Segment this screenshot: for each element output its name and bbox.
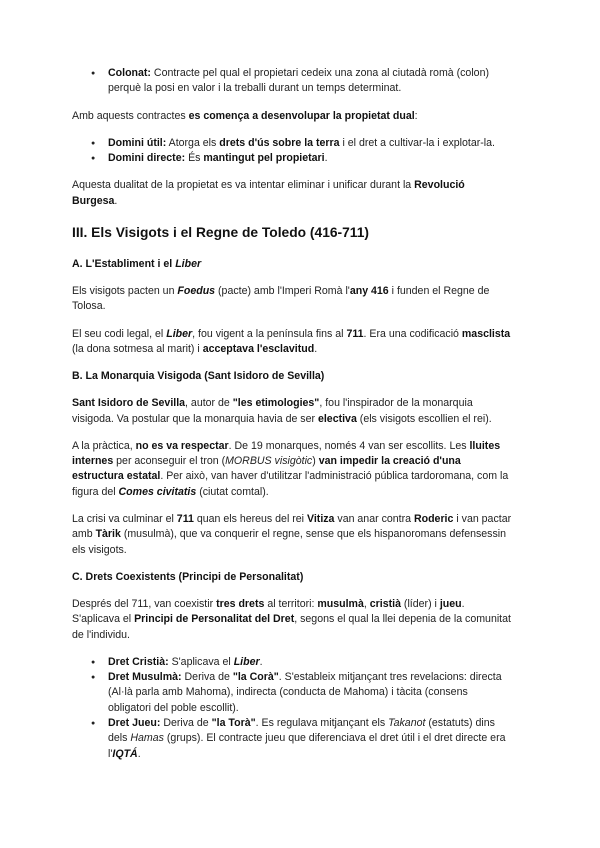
paragraph: El seu codi legal, el Liber, fou vigent a la península fins al 711. Era una codificació masclista (la dona sotmesa al marit) i acceptava l'esclavitud.	[72, 327, 511, 355]
bullet-list-drets	[72, 655, 512, 762]
bullet-list-domini	[72, 136, 512, 167]
subsection-heading: B. La Monarquia Visigoda (Sant Isidoro de Sevilla)	[72, 370, 325, 383]
subsection-heading: C. Drets Coexistents (Principi de Personalitat)	[72, 570, 304, 583]
paragraph: A la pràctica, no es va respectar. De 19 monarques, només 4 van ser escollits. Les lluites internes per aconseguir el tron (MORBUS visigòtic) van impedir la creació d'una estructura estatal. Per això, van haver d'utilitzar l'administració pública tardoromana, com la figura del Comes civitatis (ciutat comtal).	[72, 439, 509, 498]
list-item: ● Dret Jueu: Deriva de "la Torà". Es regulava mitjançant els Takanot (estatuts) dins dels Hamas (grups). El contracte jueu que diferenciava el dret útil i el dret directe era l'IQTÁ.	[108, 716, 512, 762]
list-item: ● Dret Musulmà: Deriva de "la Corà". S'estableix mitjançant tres revelacions: directa (Al·là parla amb Mahoma), indirecta (conducta de Mahoma) i tàcita (consens obligatori del poble escollit).	[108, 670, 512, 716]
subsection-heading: A. L'Establiment i el Liber	[72, 258, 202, 271]
section-heading: III. Els Visigots i el Regne de Toledo (416-711)	[72, 225, 369, 241]
list-item: ● Domini útil: Atorga els drets d'ús sobre la terra i el dret a cultivar-la i explotar-la.	[108, 136, 512, 151]
list-item: ● Dret Cristià: S'aplicava el Liber.	[108, 655, 512, 670]
paragraph: Amb aquests contractes es comença a desenvolupar la propietat dual:	[72, 109, 418, 122]
bullet-list-contracts	[72, 66, 512, 97]
list-item: ● Colonat: Contracte pel qual el propietari cedeix una zona al ciutadà romà (colon) perquè la posi en valor i la treballi durant un temps determinat.	[108, 66, 512, 97]
list-item: ● Domini directe: És mantingut pel propietari.	[108, 151, 512, 166]
paragraph: La crisi va culminar el 711 quan els hereus del rei Vitiza van anar contra Roderic i van pactar amb Tàrik (musulmà), que va conquerir el regne, sense que els hispanoromans defensessin els visigots.	[72, 513, 512, 556]
paragraph: Sant Isidoro de Sevilla, autor de "les etimologies", fou l'inspirador de la monarquia visigoda. Va postular que la monarquia havia de ser electiva (els visigots escollien el rei).	[72, 397, 492, 425]
paragraph: Els visigots pacten un Foedus (pacte) amb l'Imperi Romà l'any 416 i funden el Regne de Tolosa.	[72, 285, 490, 313]
paragraph: Després del 711, van coexistir tres drets al territori: musulmà, cristià (líder) i jueu. S'aplicava el Principi de Personalitat del Dret, segons el qual la llei depenia de la comunitat de l'individu.	[72, 597, 511, 641]
paragraph: Aquesta dualitat de la propietat es va intentar eliminar i unificar durant la Revolució Burgesa.	[72, 179, 465, 207]
